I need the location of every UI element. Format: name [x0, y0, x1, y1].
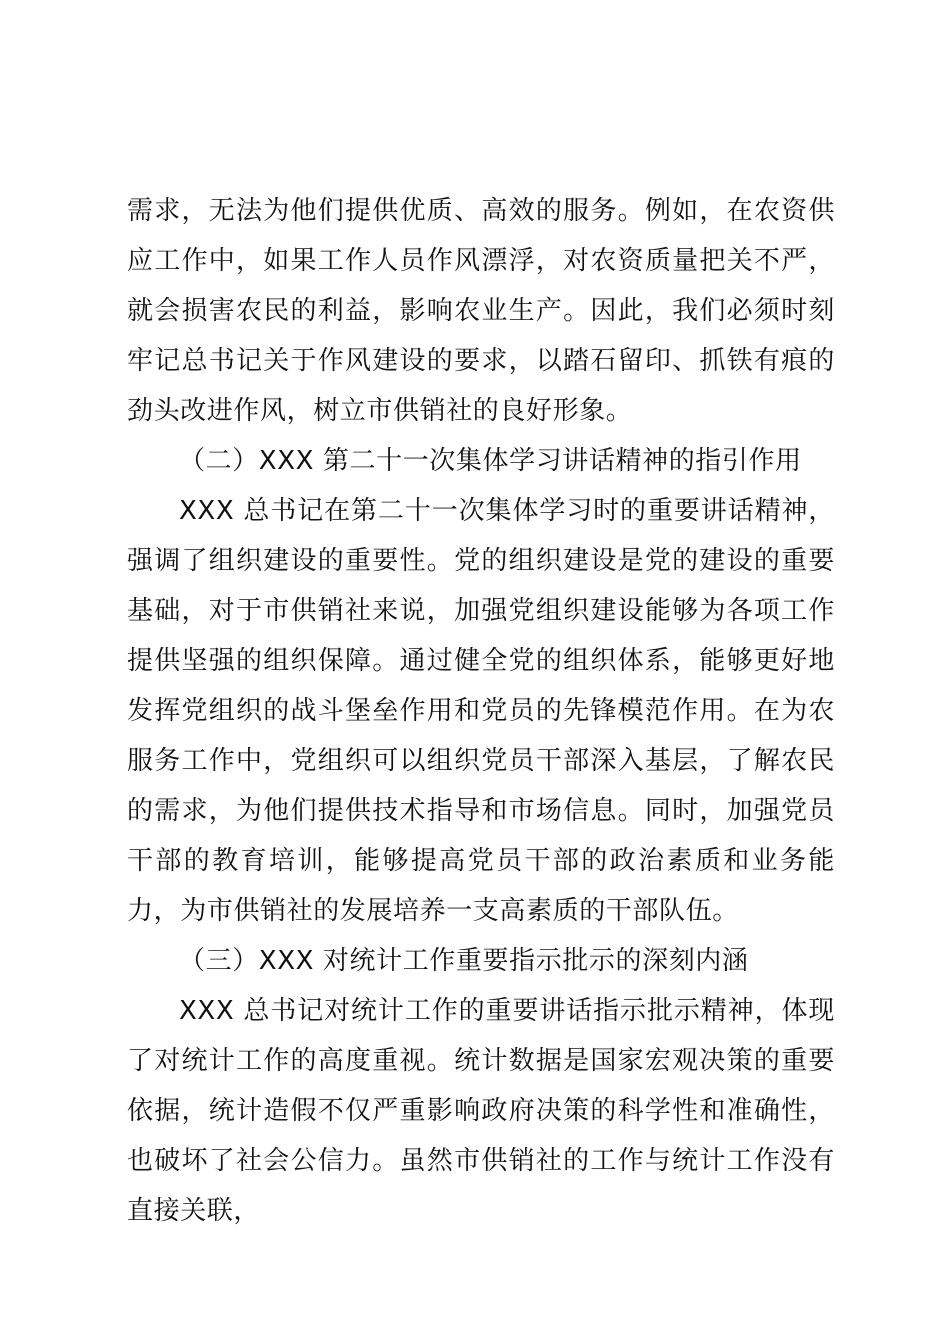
section-heading-2: （二）XXX 第二十一次集体学习讲话精神的指引作用: [179, 446, 802, 476]
paragraph-section-3: XXX 总书记对统计工作的重要讲话指示批示精神，体现了对统计工作的高度重视。统计数据是国家宏观决策的重要依据，统计造假不仅严重影响政府决策的科学性和准确性，也破坏了社会公信力。虽然市供销社的工作与统计工作没有直接关联，: [127, 996, 835, 1226]
paragraph-continuation: 需求，无法为他们提供优质、高效的服务。例如，在农资供应工作中，如果工作人员作风漂浮，对农资质量把关不严，就会损害农民的利益，影响农业生产。因此，我们必须时刻牢记总书记关于作风建设的要求，以踏石留印、抓铁有痕的劲头改进作风，树立市供销社的良好形象。: [127, 196, 835, 426]
section-heading-3: （三）XXX 对统计工作重要指示批示的深刻内涵: [179, 946, 749, 976]
document-body: [127, 186, 835, 1236]
paragraph-section-2: XXX 总书记在第二十一次集体学习时的重要讲话精神，强调了组织建设的重要性。党的组织建设是党的建设的重要基础，对于市供销社来说，加强党组织建设能够为各项工作提供坚强的组织保障。通过健全党的组织体系，能够更好地发挥党组织的战斗堡垒作用和党员的先锋模范作用。在为农服务工作中，党组织可以组织党员干部深入基层，了解农民的需求，为他们提供技术指导和市场信息。同时，加强党员干部的教育培训，能够提高党员干部的政治素质和业务能力，为市供销社的发展培养一支高素质的干部队伍。: [127, 496, 835, 926]
